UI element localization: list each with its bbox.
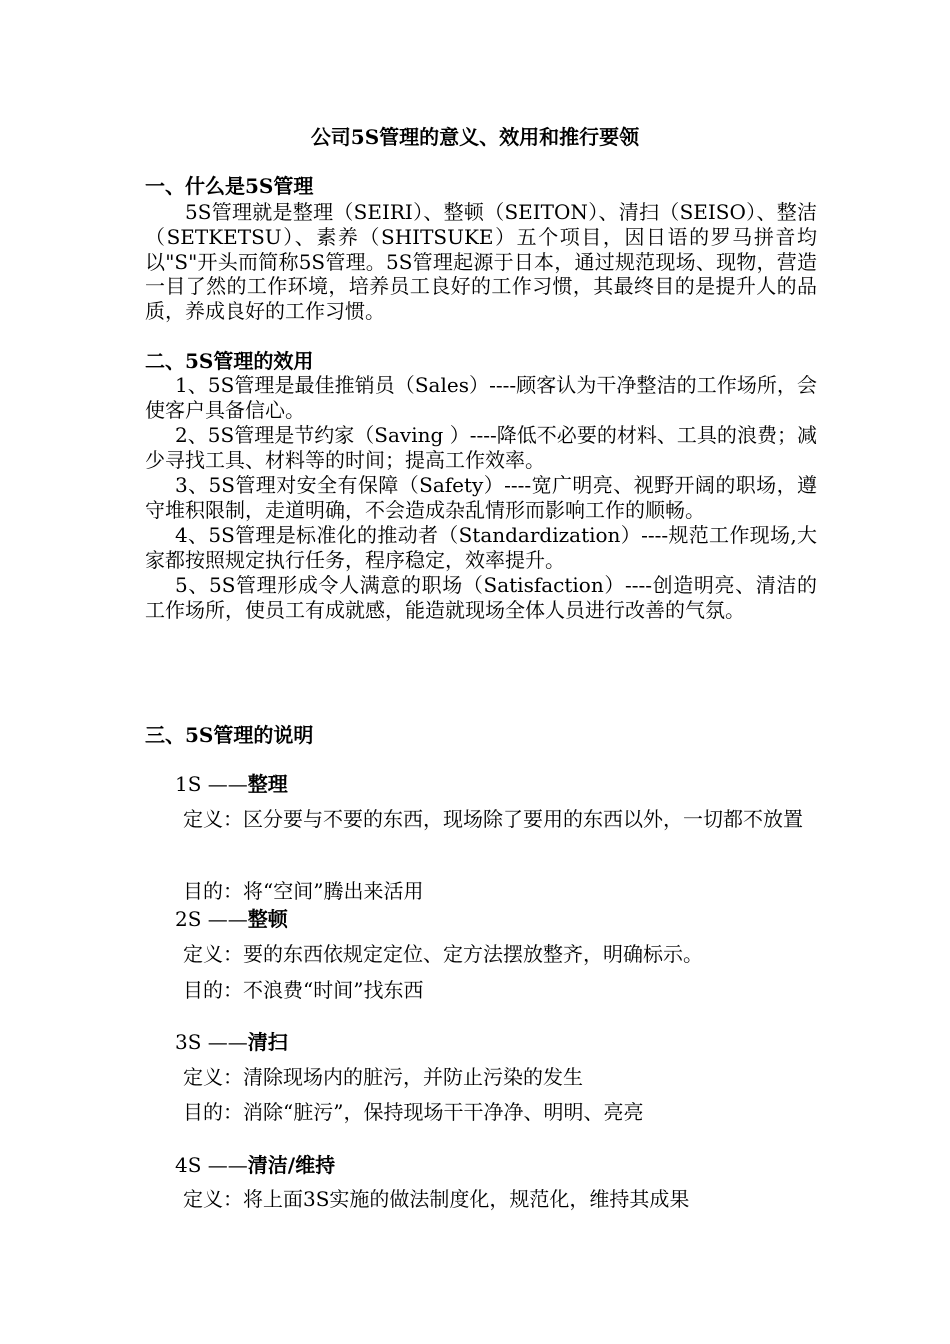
section1-heading: 一、什么是5S管理 bbox=[145, 174, 314, 198]
benefit-item-5: 5、5S管理形成令人满意的职场（Satisfaction）----创造明亮、清洁的工作场所，使员工有成就感，能造就现场全体人员进行改善的气氛。 bbox=[145, 573, 817, 622]
s2-name: 整顿 bbox=[247, 907, 288, 931]
benefit-item-1: 1、5S管理是最佳推销员（Sales）----顾客认为干净整洁的工作场所，会使客户具备信心。 bbox=[145, 373, 817, 422]
s4-heading bbox=[175, 1152, 335, 1178]
s1-purpose: 目的：将“空间”腾出来活用 bbox=[183, 879, 424, 903]
s3-heading bbox=[175, 1029, 288, 1055]
benefit-item-2: 2、5S管理是节约家（Saving ）----降低不必要的材料、工具的浪费；减少寻找工具、材料等的时间；提高工作效率。 bbox=[145, 423, 817, 472]
section1-body: 5S管理就是整理（SEIRI）、整顿（SEITON）、清扫（SEISO）、整洁（SETKETSU）、素养（SHITSUKE）五个项目，因日语的罗马拼音均以"S"开头而简称5S管理。5S管理起源于日本，通过规范现场、现物，营造一目了然的工作环境，培养员工良好的工作习惯，其最终目的是提升人的品质，养成良好的工作习惯。 bbox=[145, 200, 817, 324]
s1-heading bbox=[175, 771, 288, 797]
s4-number: 4S —— bbox=[175, 1153, 248, 1177]
s3-name: 清扫 bbox=[247, 1030, 288, 1054]
document-title: 公司5S管理的意义、效用和推行要领 bbox=[310, 125, 640, 149]
benefit-item-4: 4、5S管理是标准化的推动者（Standardization）----规范工作现场,大家都按照规定执行任务，程序稳定，效率提升。 bbox=[145, 523, 817, 572]
benefit-item-3: 3、5S管理对安全有保障（Safety）----宽广明亮、视野开阔的职场，遵守堆积限制，走道明确，不会造成杂乱情形而影响工作的顺畅。 bbox=[145, 473, 817, 522]
s2-purpose: 目的：不浪费“时间”找东西 bbox=[183, 978, 424, 1002]
s3-definition: 定义：清除现场内的脏污，并防止污染的发生 bbox=[183, 1065, 583, 1089]
s1-name: 整理 bbox=[247, 772, 288, 796]
section2-heading: 二、5S管理的效用 bbox=[145, 349, 314, 373]
s2-definition: 定义：要的东西依规定定位、定方法摆放整齐，明确标示。 bbox=[183, 942, 703, 966]
s1-number: 1S —— bbox=[175, 772, 248, 796]
s4-definition: 定义：将上面3S实施的做法制度化，规范化，维持其成果 bbox=[183, 1187, 690, 1211]
s3-purpose: 目的：消除“脏污”，保持现场干干净净、明明、亮亮 bbox=[183, 1100, 644, 1124]
s3-number: 3S —— bbox=[175, 1030, 248, 1054]
section3-heading: 三、5S管理的说明 bbox=[145, 723, 314, 747]
s2-number: 2S —— bbox=[175, 907, 248, 931]
s2-heading bbox=[175, 906, 288, 932]
s1-definition: 定义：区分要与不要的东西，现场除了要用的东西以外，一切都不放置 bbox=[183, 807, 803, 831]
s4-name: 清洁/维持 bbox=[247, 1153, 336, 1177]
